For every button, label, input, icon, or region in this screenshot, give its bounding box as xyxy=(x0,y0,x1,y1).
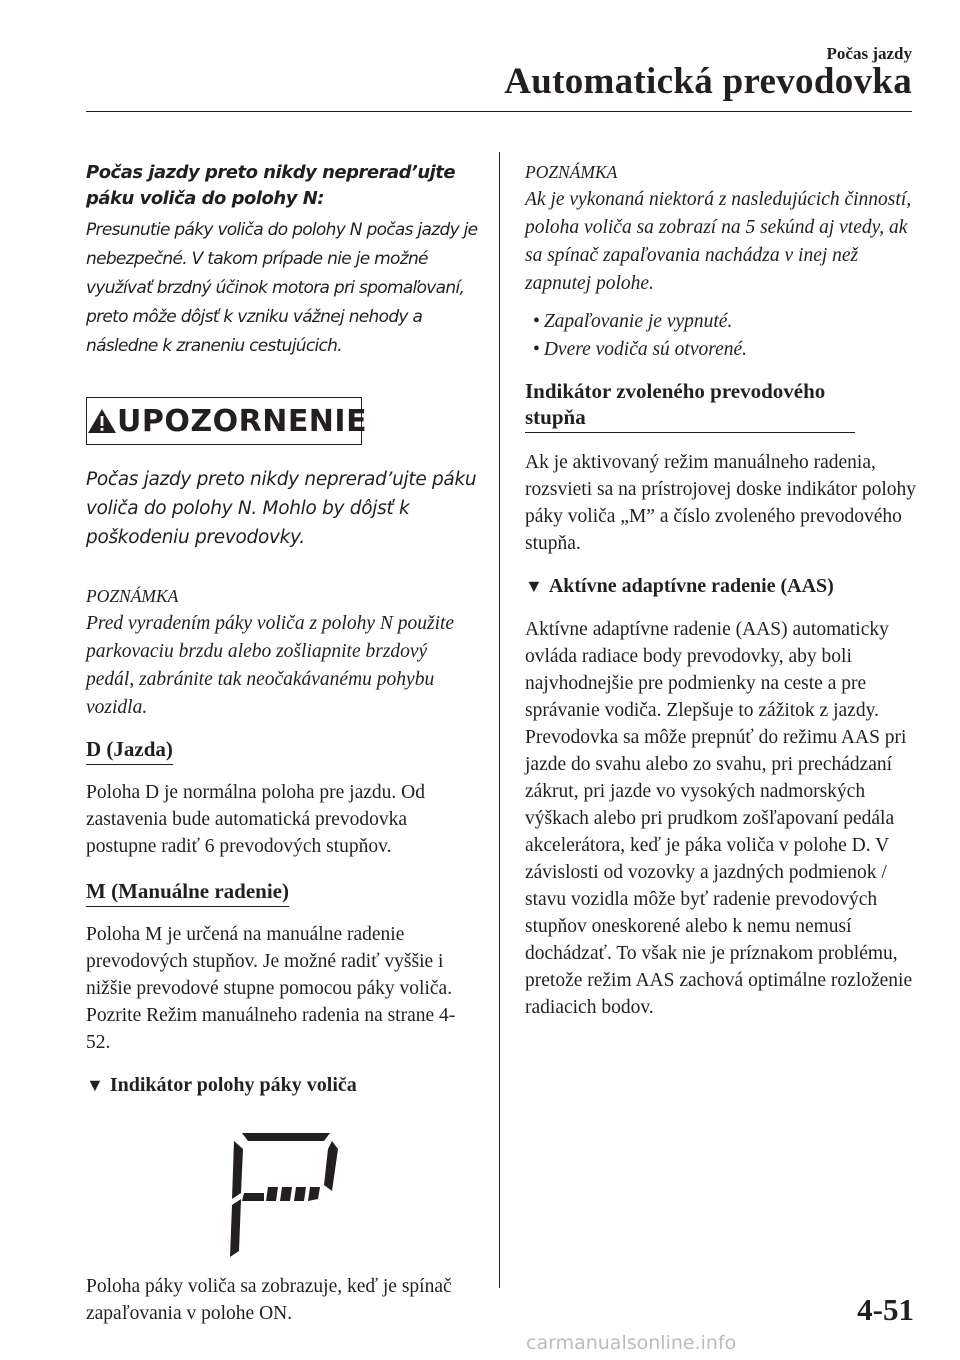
aas-body: Aktívne adaptívne radenie (AAS) automaticky ovláda radiace body prevodovky, aby boli najvhodnejšie pre podmienky na ceste a pre správanie vodiča. Zlepšuje to zážitok z jazdy. Prevodovka sa môže prepnúť do režimu AAS pri jazde do svahu alebo zo svahu, pri prechádzaní zákrut, pri jazde vo vysokých nadmorských výškach alebo pri prudkom zošľapovaní pedála akcelerátora, keď je páka voliča v polohe D. V závislosti od vozovky a jazdných podmienok / stavu vozidla môže byť radenie prevodových stupňov oneskorené alebo k nemu nemusí dochádzať. To však nie je príznakom problému, pretože režim AAS zachová optimálne rozloženie radiacich bodov. xyxy=(525,619,913,1018)
warning-triangle-icon xyxy=(87,408,117,434)
watermark: carmanualsonline.info xyxy=(526,1332,737,1354)
header-section-label: Počas jazdy xyxy=(826,44,912,63)
m-body: Poloha M je určená na manuálne radenie prevodových stupňov. Je možné radiť vyššie i nižšie prevodové stupne pomocou páky voliča. Pozrite Režim manuálneho radenia na strane 4-52. xyxy=(86,924,456,1053)
right-note-heading: POZNÁMKA xyxy=(525,162,618,182)
note-bullet-list xyxy=(525,308,917,364)
caution-box xyxy=(86,397,368,445)
warning-heading: Počas jazdy preto nikdy neprerad’ujte páku voliča do polohy N: xyxy=(86,162,456,209)
bullet-icon: • xyxy=(533,311,540,332)
d-body: Poloha D je normálna poloha pre jazdu. Od zastavenia bude automatická prevodovka postupne radiť 6 prevodových stupňov. xyxy=(86,782,425,857)
m-heading: M (Manuálne radenie) xyxy=(86,878,289,907)
indicator-heading xyxy=(86,1072,478,1099)
left-column xyxy=(86,160,478,1327)
gear-heading: Indikátor zvoleného prevodového stupňa xyxy=(525,378,855,433)
page-number: 4-51 xyxy=(857,1292,914,1327)
triangle-down-icon: ▼ xyxy=(525,576,543,596)
bullet-text: Zapaľovanie je vypnuté. xyxy=(543,311,733,332)
gear-body: Ak je aktivovaný režim manuálneho radenia, rozsvieti sa na prístrojovej doske indikátor polohy páky voliča „M” a číslo zvoleného prevodového stupňa. xyxy=(525,452,917,554)
caution-body: Počas jazdy preto nikdy neprerad’ujte páku voliča do polohy N. Mohlo by dôjsť k poškodeniu prevodovky. xyxy=(86,469,477,548)
d-heading: D (Jazda) xyxy=(86,736,173,765)
warning-body: Presunutie páky voliča do polohy N počas jazdy je nebezpečné. V takom prípade nie je možné využívať brzdný účinok motora pri spomaľovaní, preto môže dôjsť k vzniku vážnej nehody a následne k zraneniu cestujúcich. xyxy=(86,220,478,356)
list-item xyxy=(525,336,917,364)
gear-indicator-p-figure xyxy=(226,1129,346,1259)
aas-heading xyxy=(525,573,917,600)
right-column xyxy=(525,160,917,1021)
bullet-icon: • xyxy=(533,339,540,360)
right-note-body: Ak je vykonaná niektorá z nasledujúcich činností, poloha voliča sa zobrazí na 5 sekúnd aj vtedy, ak sa spínač zapaľovania nachádza v inej než zapnutej polohe. xyxy=(525,189,912,294)
column-divider xyxy=(499,152,500,1288)
aas-heading-text: Aktívne adaptívne radenie (AAS) xyxy=(548,575,834,597)
caution-label: UPOZORNENIE xyxy=(117,403,368,439)
note-body: Pred vyradením páky voliča z polohy N použite parkovaciu brzdu alebo zošliapnite brzdový pedál, zabránite tak neočakávanému pohybu vozidla. xyxy=(86,613,455,718)
bullet-text: Dvere vodiča sú otvorené. xyxy=(543,339,748,360)
indicator-caption: Poloha páky voliča sa zobrazuje, keď je spínač zapaľovania v polohe ON. xyxy=(86,1276,452,1324)
page-title: Automatická prevodovka xyxy=(504,61,912,102)
header-rule xyxy=(86,111,912,112)
indicator-heading-text: Indikátor polohy páky voliča xyxy=(109,1074,357,1096)
note-heading: POZNÁMKA xyxy=(86,586,179,606)
triangle-down-icon: ▼ xyxy=(86,1075,104,1095)
list-item xyxy=(525,308,917,336)
